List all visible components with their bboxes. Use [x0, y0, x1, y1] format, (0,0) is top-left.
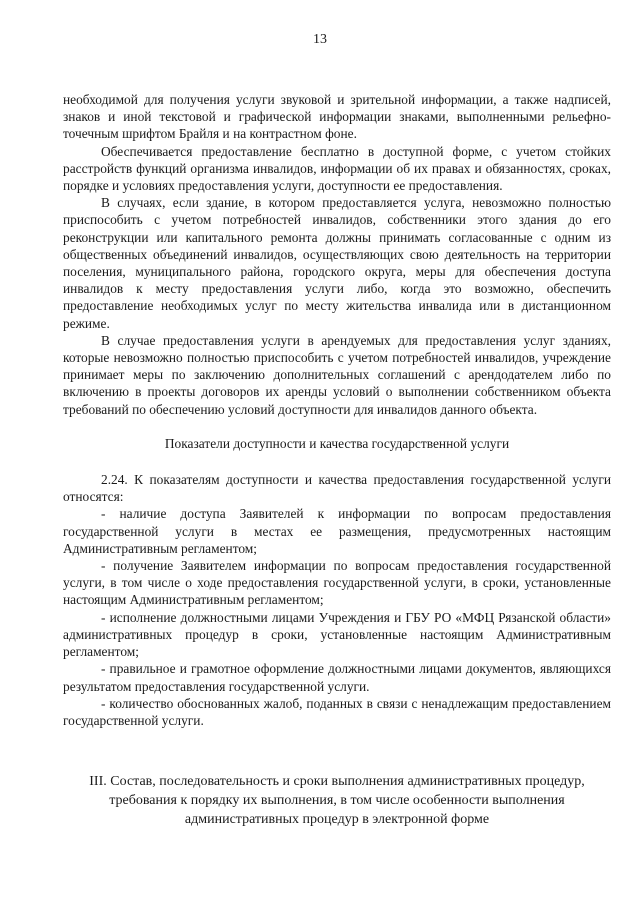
section-title-line: требования к порядку их выполнения, в том числе особенности выполнения: [109, 793, 565, 808]
list-item-complaints-count: - количество обоснованных жалоб, поданных в связи с ненадлежащим предоставлением государственной услуги.: [63, 695, 611, 728]
paragraph-building-adaptation: В случаях, если здание, в котором предоставляется услуга, невозможно полностью приспособить с учетом потребностей инвалидов, собственники этого здания до его реконструкции или капитального ремонта должны принимать согласованные с одним из общественных объединений инвалидов, осуществляющих свою деятельность на территории поселения, муниципального района, городского округа, меры для обеспечения доступа инвалидов к месту предоставления услуги либо, когда это возможно, обеспечить предоставление необходимых услуг по месту жительства инвалида или в дистанционном режиме.: [63, 195, 611, 331]
paragraph-free-information: Обеспечивается предоставление бесплатно в доступной форме, с учетом стойких расстройств функций организма инвалидов, информации об их правах и обязанностях, сроках, порядке и условиях предоставления услуги, доступности ее предоставления.: [63, 143, 611, 194]
spacer: [63, 452, 611, 471]
page-number: 13: [313, 32, 327, 47]
section-title-line: III. Состав, последовательность и сроки выполнения административных процедур,: [89, 774, 585, 789]
list-item-receiving-information: - получение Заявителем информации по вопросам предоставления государственной услуги, в том числе о ходе предоставления государственной услуги, в сроки, установленные настоящим Административным регламентом;: [63, 558, 611, 608]
document-body: [63, 91, 611, 729]
section-title-iii: [63, 772, 611, 829]
spacer: [63, 418, 611, 435]
list-item-procedures-execution: - исполнение должностными лицами Учреждения и ГБУ РО «МФЦ Рязанской области» административных процедур в сроки, установленные настоящим Административным регламентом;: [63, 609, 611, 660]
paragraph-rented-buildings: В случае предоставления услуги в арендуемых для предоставления услуг зданиях, которые невозможно полностью приспособить с учетом потребностей инвалидов, учреждение принимает меры по заключению дополнительных соглашений с арендодателем либо по включению в проекты договоров их аренды условий о выполнении собственником объекта требований по обеспечению условий доступности для инвалидов данного объекта.: [63, 332, 611, 417]
paragraph-clause-2-24: 2.24. К показателям доступности и качества предоставления государственной услуги относятся:: [63, 472, 611, 505]
subheading-accessibility-indicators: Показатели доступности и качества государственной услуги: [164, 435, 510, 451]
paragraph-continuation: необходимой для получения услуги звуковой и зрительной информации, а также надписей, знаков и иной текстовой и графической информации знаками, выполненными рельефно-точечным шрифтом Брайля и на контрастном фоне.: [63, 92, 611, 142]
section-title-line: административных процедур в электронной форме: [184, 812, 490, 827]
list-item-document-formatting: - правильное и грамотное оформление должностными лицами документов, являющихся результатом предоставления государственной услуги.: [63, 661, 611, 694]
list-item-information-access: - наличие доступа Заявителей к информации по вопросам предоставления государственной услуги в местах ее размещения, предусмотренных настоящим Административным регламентом;: [63, 506, 611, 556]
